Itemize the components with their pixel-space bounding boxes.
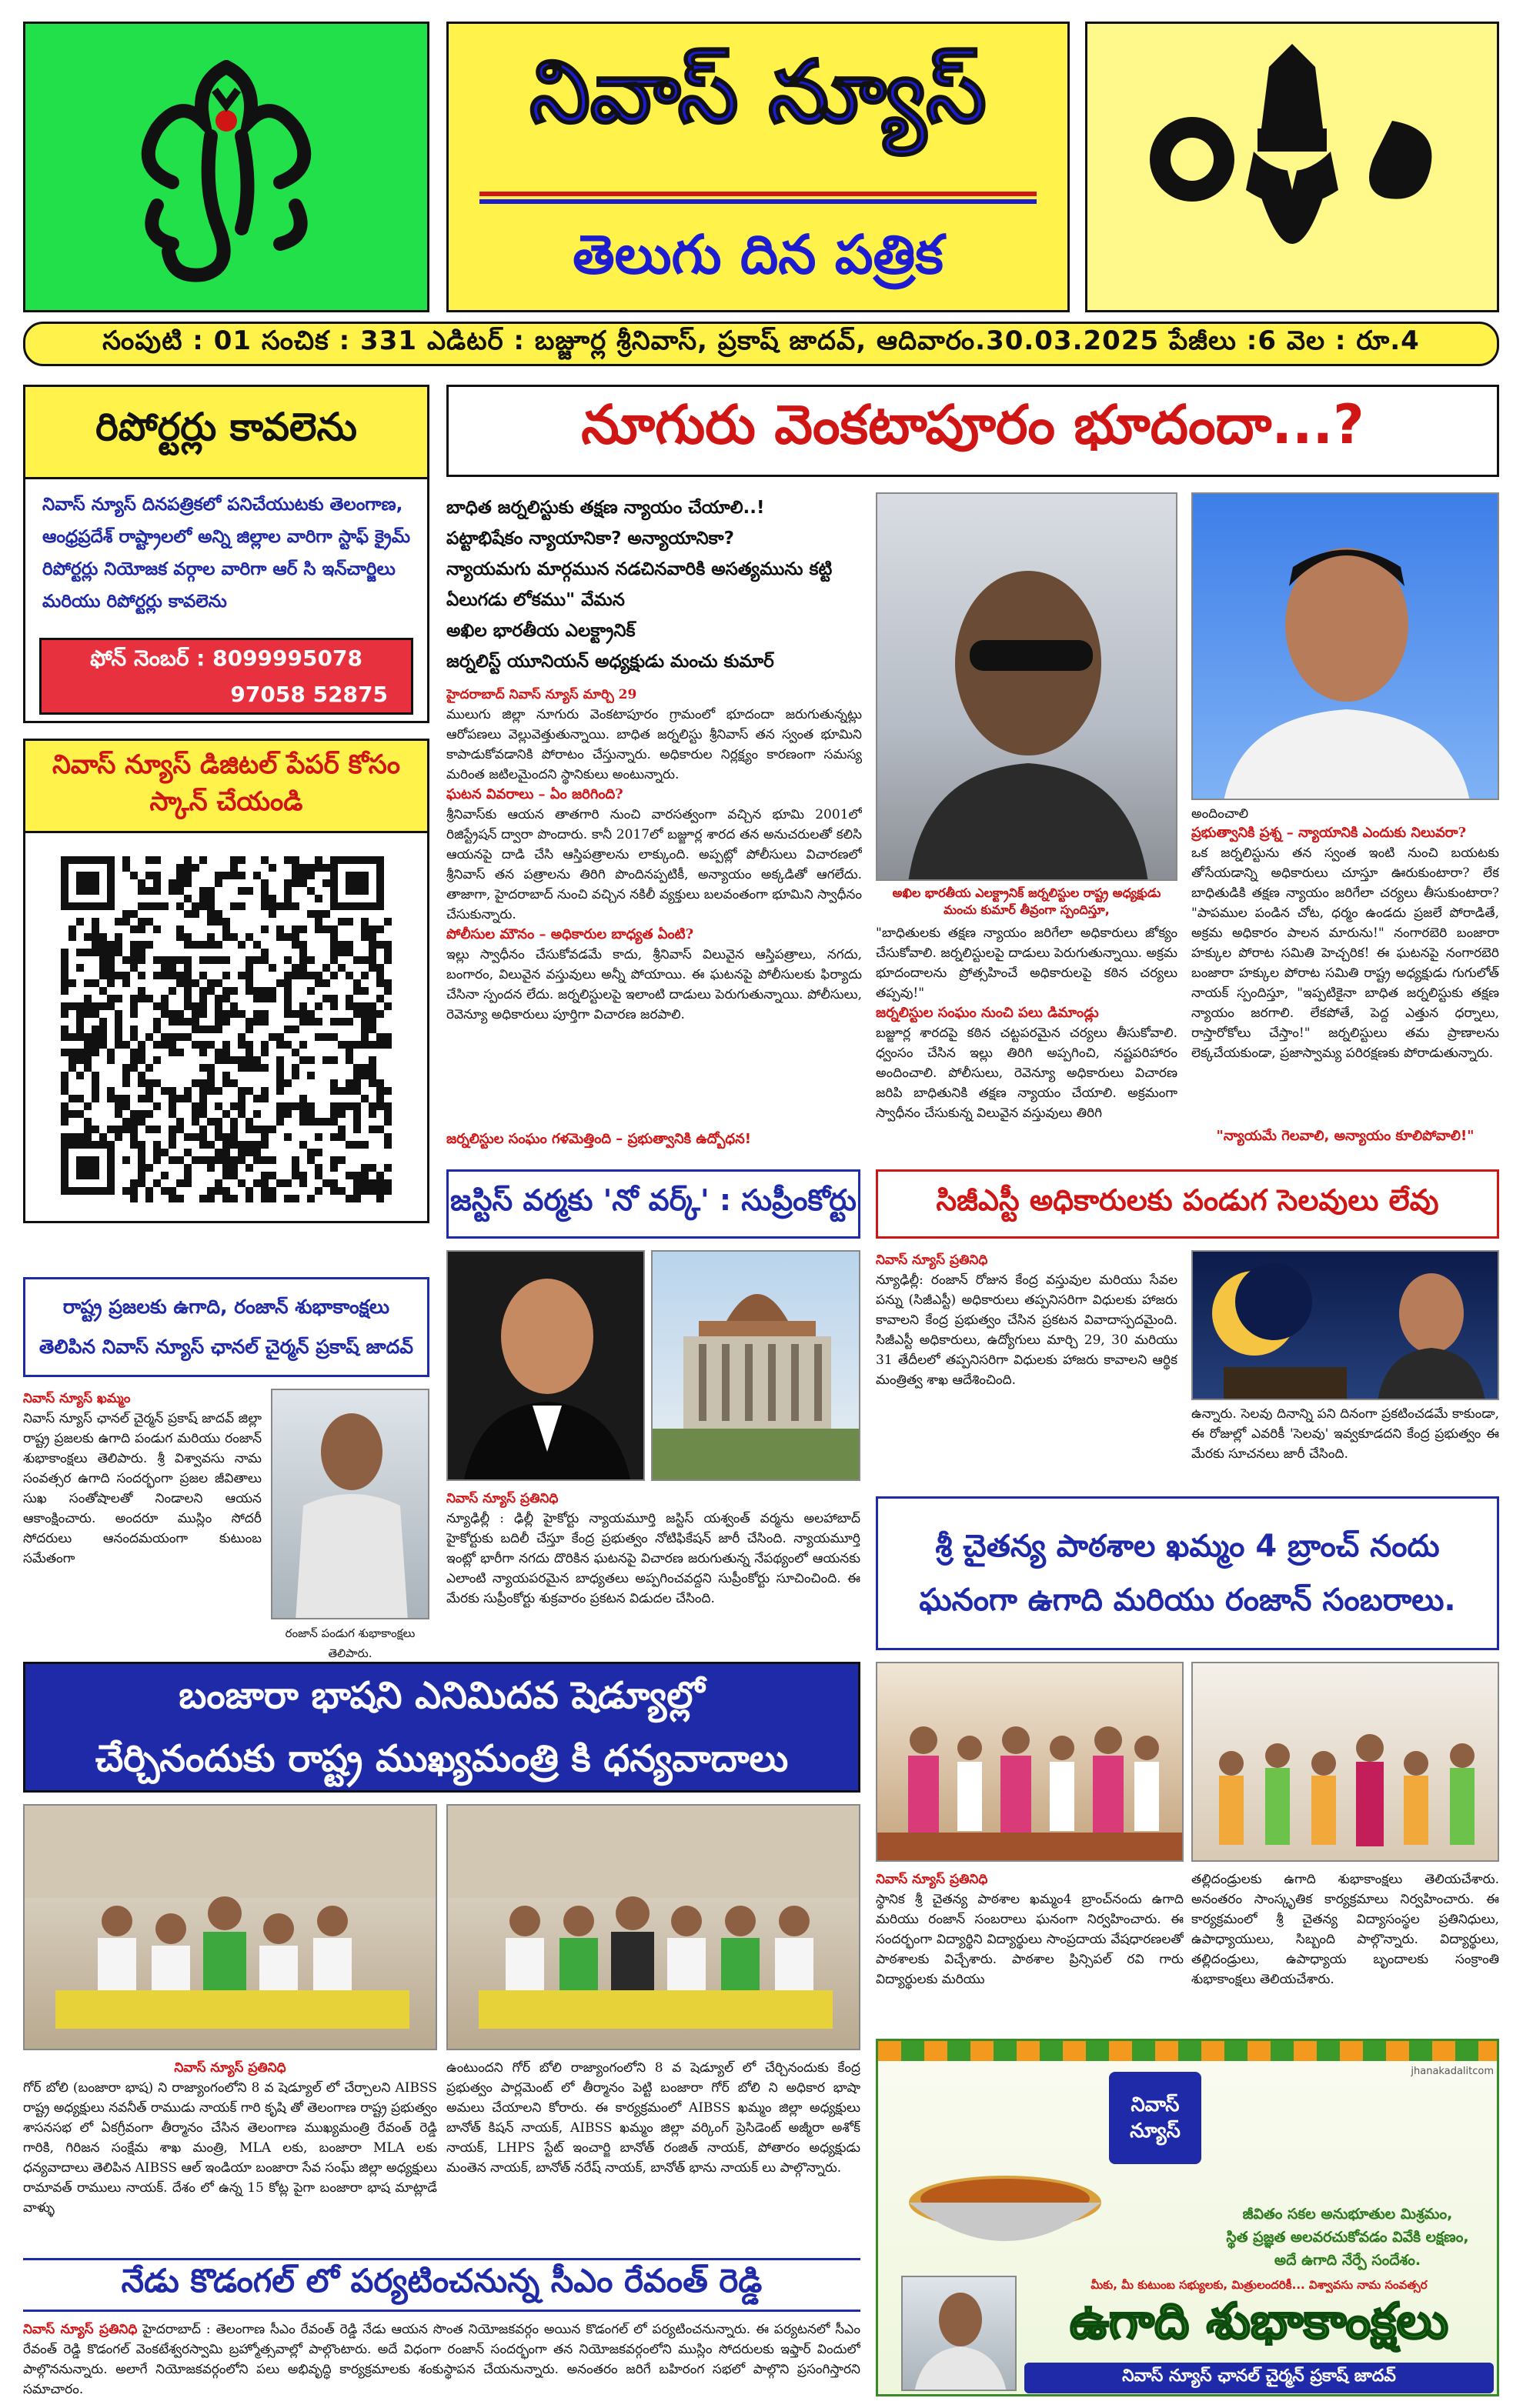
lead-subhead-3: జర్నలిస్టుల సంఘం గళమెత్తింది – ప్రభుత్వానికి ఉద్బోధన! xyxy=(446,1131,751,1147)
ugadi-ad xyxy=(876,2039,1499,2396)
revanth-dateline: నివాస్ న్యూస్ ప్రతినిధి xyxy=(23,2322,138,2337)
lead-subhead-5: ప్రభుత్వానికి ప్రశ్న – న్యాయానికి ఎందుకు నిలువరా? xyxy=(1191,825,1467,841)
ugadi-dateline: నివాస్ న్యూస్ ఖమ్మం xyxy=(23,1391,131,1406)
masthead-title: నివాస్ న్యూస్ xyxy=(529,42,987,142)
ad-from: నివాస్ న్యూస్ ఛానల్ చైర్మన్ ప్రకాష్ జాదవ్ xyxy=(1024,2363,1494,2393)
lead-deck-line-6: జర్నలిస్ట్ యూనియన్ అధ్యక్షుడు మంచు కుమార్ xyxy=(446,652,774,672)
cgst-body-col-1 xyxy=(876,1250,1177,1481)
ganesha-icon xyxy=(88,36,365,298)
masthead-rule-blue xyxy=(479,199,1037,204)
cgst-headline: సిజీఎస్టీ అధికారులకు పండుగ సెలవులు లేవు xyxy=(876,1169,1499,1239)
lead-deck xyxy=(446,492,862,677)
ugadi-headline-box xyxy=(23,1277,429,1377)
edition-info-bar: సంపుటి : 01 సంచిక : 331 ఎడిటర్ : బజ్జూర్ల శ్రీనివాస్, ప్రకాష్ జాదవ్, ఆదివారం.30.03.2025 పేజీలు :6 వెల : రూ.4 xyxy=(23,322,1499,366)
lead-deck-line-5: అఖిల భారతీయ ఎలక్ట్రానిక్ xyxy=(446,621,636,641)
ad-verse-1: జీవితం సకల అనుభూతుల మిశ్రమం, xyxy=(1242,2206,1453,2223)
revanth-body xyxy=(23,2320,860,2396)
banjara-body-col-1 xyxy=(23,2058,437,2250)
justice-varma-photo xyxy=(446,1250,645,1481)
justice-dateline: నివాస్ న్యూస్ ప్రతినిధి xyxy=(446,1491,559,1506)
qr-code-icon[interactable] xyxy=(61,856,392,1202)
lead-deck-line-4: ఏలుగడు లోకము" వేమన xyxy=(446,590,625,610)
revanth-headline: నేడు కొడంగల్ లో పర్యటించనున్న సీఎం రేవంత్ రెడ్డి xyxy=(23,2258,860,2312)
lead-dateline: హైదరాబాద్ నివాస్ న్యూస్ మార్చి 29 xyxy=(446,687,637,702)
person-photo-icon xyxy=(877,494,1177,881)
lead-subhead-4: జర్నలిస్టుల సంఘం నుంచి పలు డిమాండ్లు xyxy=(876,1005,1099,1021)
chaitanya-body-2: తల్లిదండ్రులకు ఉగాది శుభాకాంక్షలు తెలియచేశారు. అనంతరం సాంస్కృతిక కార్యక్రమాలు నిర్వహించారు. ఈ కార్యక్రమంలో శ్రీ చైతన్య విద్యాసంస్థల ప్రతినిధులు, ఉపాధ్యాయులు, సిబ్బంది పాల్గొన్నారు. విద్యార్థులు, తల్లిదండ్రులు, ఉపాధ్యాయ బృందాలకు సంక్రాంతి శుభాకాంక్షలు తెలియచేశారు. xyxy=(1191,1872,1499,1987)
chaitanya-headline: శ్రీ చైతన్య పాఠశాల ఖమ్మం 4 బ్రాంచ్ నందు ఘనంగా ఉగాది మరియు రంజాన్ సంబరాలు. xyxy=(919,1529,1456,1618)
reporters-title: రిపోర్టర్లు కావలెను xyxy=(25,387,427,479)
lead-subhead-2: పోలీసుల మౌనం – అధికారుల బాధ్యత ఏంటి? xyxy=(446,926,694,942)
press-meet-icon xyxy=(25,1806,437,2050)
chaitanya-headline-box xyxy=(876,1496,1499,1650)
revanth-body-text: హైదరాబాద్ : తెలంగాణ సీఎం రేవంత్ రెడ్డి నేడు ఆయన సొంత నియోజకవర్గం అయిన కొడంగల్ లో పర్యటించనున్నారు. ఈ పర్యటనలో సీఎం రేవంత్ రెడ్డి కొడంగల్ వెంకటేశ్వరస్వామి బ్రహ్మోత్సవాల్లో పాల్గొంటారు. అదే విధంగా రంజాన్ సందర్భంగా తన నియోజకవర్గంలోని ముస్లిం సోదరులకు ఇఫ్తార్ విందులో పాల్గొననున్నారు. అలాగే నియోజకవర్గంలోని పలు అభివృద్ధి కార్యక్రమాలకు శంకుస్థాపన చేయనున్నారు. అనంతరం జరిగే బహిరంగ సభలో పాల్గొని ప్రసంగిస్తారని సమాచారం. xyxy=(23,2322,860,2396)
cgst-body-2: ఉన్నారు. సెలవు దినాన్ని పని దినంగా ప్రకటించడమే కాకుండా, ఈ రోజుల్లో ఎవరికీ 'సెలవు' ఇవ్వకూడదని కేంద్ర ప్రభుత్వం ఈ మేరకు సూచనలు జారీ చేసింది. xyxy=(1191,1406,1499,1462)
lead-body-1: ములుగు జిల్లా నూగురు వెంకటాపూరం గ్రామంలో భూదందా జరుగుతున్నట్లు ఆరోపణలు వెల్లువెత్తుతున్నాయి. బాధిత జర్నలిస్టు శ్రీనివాస్ తన స్వంత భూమిని కాపాడుకోవడానికి పోరాటం చేస్తున్నారు. అధికారుల నిర్లక్ష్యం కారణంగా సమస్య మరింత జటిలమైందని స్థానికులు అంటున్నారు. xyxy=(446,707,862,782)
lead-body-col-2 xyxy=(876,923,1177,1154)
banjara-dateline: నివాస్ న్యూస్ ప్రతినిధి xyxy=(174,2060,286,2076)
justice-body-text: న్యూఢిల్లీ : ఢిల్లీ హైకోర్టు న్యాయమూర్తి జస్టిస్ యశ్వంత్ వర్మను అలహాబాద్ హైకోర్టుకు బదిలీ చేస్తూ కేంద్ర ప్రభుత్వం నోటిఫికేషన్ జారీ చేసింది. న్యాయమూర్తి ఇంట్లో భారీగా నగదు దొరికిన ఘటనపై విచారణ జరుగుతున్న నేపథ్యంలో ఆయనకు ఎలాంటి న్యాయపరమైన బాధ్యతలు అప్పగించవద్దని సుప్రీంకోర్టు సూచించింది. ఈ మేరకు సుప్రీంకోర్టు శుక్రవారం ప్రకటన విడుదల చేసింది. xyxy=(446,1511,860,1606)
ganesha-logo-panel xyxy=(23,22,429,312)
lead-quote: "న్యాయమే గెలవాలి, అన్యాయం కూలిపోవాలి!" xyxy=(1216,1128,1475,1144)
lead-deck-line-2: పట్టాభిషేకం న్యాయానికా? అన్యాయానికా? xyxy=(446,529,734,549)
banjara-headline-1: బంజారా భాషని ఎనిమిదవ షెడ్యూల్లో xyxy=(179,1674,705,1717)
banjara-headline-box xyxy=(23,1662,860,1793)
masthead-subtitle: తెలుగు దిన పత్రిక xyxy=(573,223,944,286)
ad-verse xyxy=(1201,2203,1494,2272)
lead-body-col-1 xyxy=(446,685,862,1146)
justice-headline: జస్టిస్ వర్మకు 'నో వర్క్' : సుప్రీంకోర్టు xyxy=(446,1169,860,1239)
manchu-kumar-photo xyxy=(876,492,1177,881)
cgst-photo xyxy=(1191,1250,1499,1400)
lead-body-5: బజ్జూర్ల శారదపై కఠిన చట్టపరమైన చర్యలు తీసుకోవాలి. ధ్వంసం చేసిన ఇల్లు తిరిగి అప్పగించి, నష్టపరిహారం అందించాలి. పోలీసులు, రెవెన్యూ అధికారులు విచారణ జరిపి బాధితునికి తక్షణ న్యాయం చేయాలి. అక్రమంగా స్వాధీనం చేసుకున్న విలువైన వస్తువులు తిరిగి xyxy=(876,1026,1177,1121)
ad-brand-2: న్యూస్ xyxy=(1130,2120,1181,2143)
digital-paper-box xyxy=(23,739,429,1223)
phone-box xyxy=(39,638,413,715)
phone-number-1: ఫోన్ నెంబర్ : 8099995078 xyxy=(90,645,362,671)
person-photo-icon xyxy=(903,2277,1017,2391)
masthead-panel xyxy=(446,22,1070,312)
reporters-wanted-box xyxy=(23,385,429,723)
chaitanya-photo-1 xyxy=(876,1662,1184,1862)
banjara-body-1: గోర్ బోలి (బంజారా భాష) ని రాజ్యాంగంలోని 8 వ షెడ్యూల్ లో చేర్చాలని AIBSS రాష్ట్ర అధ్యక్షులు నవనీత్ రాముడు నాయక్ గారి కృషి తో తెలంగాణ రాష్ట్ర ప్రభుత్వం శాసనసభ లో ఏకగ్రీవంగా తీర్మానం చేసిన తెలంగాణ ముఖ్యమంత్రి రేవంత్ రెడ్డి గారికి, గిరిజన సంక్షేమ శాఖ మంత్రి, MLA లకు, బంజారా MLA లకు ధన్యవాదాలు తెలిపిన AIBSS ఆల్ ఇండియా బంజారా సేవ సంఘ్ జిల్లా అధ్యక్షులు రామావత్ రాములు నాయక్. దేశం లో ఉన్న 15 కోట్ల పైగా బంజారా భాష మాట్లాడే వాళ్ళు xyxy=(23,2080,437,2216)
mango-leaf-garland-icon xyxy=(878,2041,1497,2061)
crescent-moon-icon xyxy=(1193,1252,1499,1400)
supreme-court-building-icon xyxy=(653,1252,860,1481)
banjara-photo-2 xyxy=(446,1804,860,2050)
ad-wish-line: మీకు, మీ కుటుంబ సభ్యులకు, మిత్రులందరికీ... విశ్వావసు నామ సంవత్సర xyxy=(1090,2278,1428,2292)
chaitanya-body-col-1 xyxy=(876,1869,1184,2023)
ad-chairman-photo xyxy=(901,2276,1017,2391)
ugadi-body-text: నివాస్ న్యూస్ ఛానల్ చైర్మన్ ప్రకాష్ జాదవ్ జిల్లా రాష్ట్ర ప్రజలకు ఉగాది పండుగ మరియు రంజాన్ శుభాకాంక్షలు తెలిపారు. శ్రీ విశ్వావసు నామ సంవత్సర ఉగాది సందర్భంగా ప్రజల జీవితాలు సుఖ సంతోషాలతో నిండాలని ఆయన ఆకాంక్షించారు. అందరూ ముస్లిం సోదరీ సోదరులు ఆనందమయంగా కుటుంబ సమేతంగా xyxy=(23,1411,262,1566)
banjara-body-2: ఉంటుందని గోర్ బోలి రాజ్యాంగంలోని 8 వ షెడ్యూల్ లో చేర్చినందుకు కేంద్ర ప్రభుత్వం పార్లమెంట్ లో తీర్మానం పెట్టి బంజారా గోర్ బోలి ని అధికార భాషా అమలు చేయాలని కోరారు. ఈ కార్యక్రమంలో AIBSS ఖమ్మం జిల్లా అధ్యక్షులు బానోత్ కిషన్ నాయక్, AIBSS ఖమ్మం జిల్లా వర్కింగ్ ప్రెసిడెంట్ అజ్మీరా అశోక్ నాయక్, LHPS స్టేట్ ఇంచార్జి బానోత్ రంజిత్ నాయక్, పోతారం అధ్యక్షుడు మంతెన నాయక్, బానోత్ నరేష్ నాయక్, బానోత్ భాను నాయక్ లు పాల్గొన్నారు. xyxy=(446,2060,860,2176)
lead-deck-line-3: న్యాయమగు మార్గమున నడచినవారికి అసత్యమును కట్టి xyxy=(446,559,833,579)
manchu-kumar-caption: అఖిల భారతీయ ఎలక్ట్రానిక్ జర్నలిస్టుల రాష్ట్ర అధ్యక్షుడు మంచు కుమార్ తీవ్రంగా స్పందిస్తూ, xyxy=(892,885,1161,917)
ad-brand-badge xyxy=(1109,2072,1201,2164)
ad-site: jhanakadalitcom xyxy=(1411,2066,1494,2077)
lead-headline: నూగురు వెంకటాపూరం భూదందా...? xyxy=(446,385,1499,477)
lead-caption-2: అందించాలి xyxy=(1191,806,1249,822)
reporter-photo xyxy=(1191,492,1499,800)
cgst-body-1: న్యూఢిల్లీ: రంజాన్ రోజున కేంద్ర వస్తువుల మరియు సేవల పన్ను (సిజీఎస్టీ) అధికారులు తప్పనిసరిగా విధులకు హాజరు కావాలని కేంద్ర ప్రభుత్వం చేసిన ప్రకటన వివాదాస్పదమైంది. సిజీఎస్టీ అధికారులు, ఉద్యోగులు మార్చి 29, 30 మరియు 31 తేదీలలో తప్పనిసరిగా విధులకు హాజరు కావాలని ఆర్థిక మంత్రిత్వ శాఖ ఆదేశించింది. xyxy=(876,1272,1177,1388)
balaji-crown-icon xyxy=(1107,36,1477,298)
ugadi-headline: రాష్ట్ర ప్రజలకు ఉగాది, రంజాన్ శుభాకాంక్షలు తెలిపిన నివాస్ న్యూస్ ఛానల్ చైర్మన్ ప్రకాష్ జాదవ్ xyxy=(38,1296,414,1358)
phone-number-2: 97058 52875 xyxy=(230,682,388,707)
ad-verse-3: అదే ఉగాది నేర్పే సందేశం. xyxy=(1274,2252,1421,2269)
balaji-logo-panel xyxy=(1085,22,1499,312)
lead-body-3: ఇల్లు స్వాధీనం చేసుకోవడమే కాదు, శ్రీనివాస్ విలువైన ఆస్తిపత్రాలు, నగదు, బంగారం, విలువైన వస్తువులు అన్నీ పోయాయి. ఈ ఘటనపై పోలీసులకు ఫిర్యాదు చేసినా స్పందన లేదు. జర్నలిస్టులపై ఇలాంటి దాడులు పెరుగుతున్నాయి. పోలీసులు, రెవెన్యూ అధికారులు పూర్తిగా విచారణ జరపాలి. xyxy=(446,947,862,1022)
banjara-headline-2: చేర్చినందుకు రాష్ట్ర ముఖ్యమంత్రి కి ధన్యవాదాలు xyxy=(95,1737,789,1780)
banjara-photo-1 xyxy=(23,1804,437,2050)
reporters-text: నివాస్ న్యూస్ దినపత్రికలో పనిచేయుటకు తెలంగాణ, ఆంధ్రప్రదేశ్ రాష్ట్రాలలో అన్ని జిల్లాల వారిగా స్టాఫ్ క్రైమ్ రిపోర్టర్లు నియోజక వర్గాల వారిగా ఆర్ సి ఇన్‌చార్జిలు మరియు రిపోర్టర్లు కావలెను xyxy=(42,495,411,612)
ugadi-caption: రంజాన్ పండుగ శుభాకాంక్షలు తెలిపారు. xyxy=(285,1626,416,1660)
ad-wish: ఉగాది శుభాకాంక్షలు xyxy=(1069,2293,1449,2350)
masthead-rule-red xyxy=(479,192,1037,196)
lead-body-col-3 xyxy=(1191,823,1499,1123)
children-group-icon xyxy=(1193,1663,1499,1862)
person-photo-icon xyxy=(1193,494,1499,800)
person-photo-icon xyxy=(272,1390,429,1619)
prakash-jadav-photo xyxy=(271,1389,429,1619)
ugadi-pachadi-bowl-icon xyxy=(901,2156,1109,2272)
lead-deck-line-1: బాధిత జర్నలిస్టుకు తక్షణ న్యాయం చేయాలి..! xyxy=(446,498,765,518)
lead-subhead-1: ఘటన వివరాలు – ఏం జరిగింది? xyxy=(446,786,623,802)
ugadi-body xyxy=(23,1389,262,1650)
digital-title: నివాస్ న్యూస్ డిజిటల్ పేపర్ కోసం స్కాన్ చేయండి xyxy=(25,741,427,833)
ad-verse-2: స్థిత ప్రజ్ఞత అలవరచుకోవడం వివేకి లక్షణం, xyxy=(1226,2229,1469,2246)
chaitanya-photo-2 xyxy=(1191,1662,1499,1862)
person-photo-icon xyxy=(448,1252,645,1481)
students-group-icon xyxy=(877,1663,1184,1862)
justice-body xyxy=(446,1489,860,1643)
lead-body-6: ఒక జర్నలిస్టును తన స్వంత ఇంటి నుంచి బయటకు తోసేయడాన్ని అధికారులు చూస్తూ ఊరుకుంటారా? లేక బాధితుడికి తక్షణ న్యాయం జరిగేలా చర్యలు తీసుకుంటారా? "పాపముల పండిన చోట, ధర్మం ఉండదు ప్రజలే పోరాడితే, అక్రమ అధికారం పాలన మారును!" నంగారబెరి బంజారా హక్కుల పోరాట సమితి హెచ్చరిక! ఈ ఘటనపై నంగారబెరి బంజారా హక్కుల పోరాట సమితి రాష్ట్ర అధ్యక్షుడు గుగులోత్ నాయక్ స్పందిస్తూ, "ఇప్పటికైనా బాధిత జర్నలిస్టుకు తక్షణ న్యాయం జరగాలి. లేకపోతే, పెద్ద ఎత్తున ధర్నాలు, రాస్తారోకోలు చేస్తాం!" జర్నలిస్టులు తమ ప్రాణాలను లెక్కచేయకుండా, ప్రజాస్వామ్య పరిరక్షణకు పోరాడుతున్నారు. xyxy=(1191,845,1499,1061)
chaitanya-dateline: నివాస్ న్యూస్ ప్రతినిధి xyxy=(876,1872,988,1887)
cgst-dateline: నివాస్ న్యూస్ ప్రతినిధి xyxy=(876,1252,988,1268)
supreme-court-photo xyxy=(651,1250,860,1481)
lead-body-2: శ్రీనివాస్‌కు ఆయన తాతగారి నుంచి వారసత్వంగా వచ్చిన భూమి 2001లో రిజిస్ట్రేషన్ ద్వారా పొందారు. కానీ 2017లో బజ్జూర్ల శారద తన అనుచరులతో కలిసి ఆయనపై దాడి చేసి ఆస్తిపత్రాలను లాక్కుంది. అప్పట్లో పోలీసులు విచారణలో శ్రీనివాస్ తన పత్రాలను తిరిగి పొందినప్పటికీ, అన్యాయం అక్కడితో ఆగలేదు. తాజాగా, హైదరాబాద్ నుంచి వచ్చిన నకిలీ వ్యక్తులు బలవంతంగా భూమిని స్వాధీనం చేసుకున్నారు. xyxy=(446,807,862,922)
chaitanya-body-1: స్థానిక శ్రీ చైతన్య పాఠశాల ఖమ్మం4 బ్రాంచ్‌నందు ఉగాది మరియు రంజాన్ సంబరాలు ఘనంగా నిర్వహించారు. ఈ సందర్భంగా విద్యార్థిని విద్యార్థులు సాంప్రదాయ వేషధారణలతో పాఠశాలకు విచ్చేశారు. పాఠశాల ప్రిన్సిపల్ రవి గారు విద్యార్థులకు మరియు xyxy=(876,1892,1184,1987)
lead-body-4: "బాధితులకు తక్షణ న్యాయం జరిగేలా అధికారులు జోక్యం చేసుకోవాలి. జర్నలిస్టులపై దాడులు పెరుగుతున్నాయి. అక్రమ భూదందాలను ప్రోత్సహించే అధికారులపై కఠిన చర్యలు తప్పవు!" xyxy=(876,926,1177,1001)
ad-brand-1: నివాస్ xyxy=(1131,2093,1180,2116)
press-meet-icon xyxy=(448,1806,860,2050)
